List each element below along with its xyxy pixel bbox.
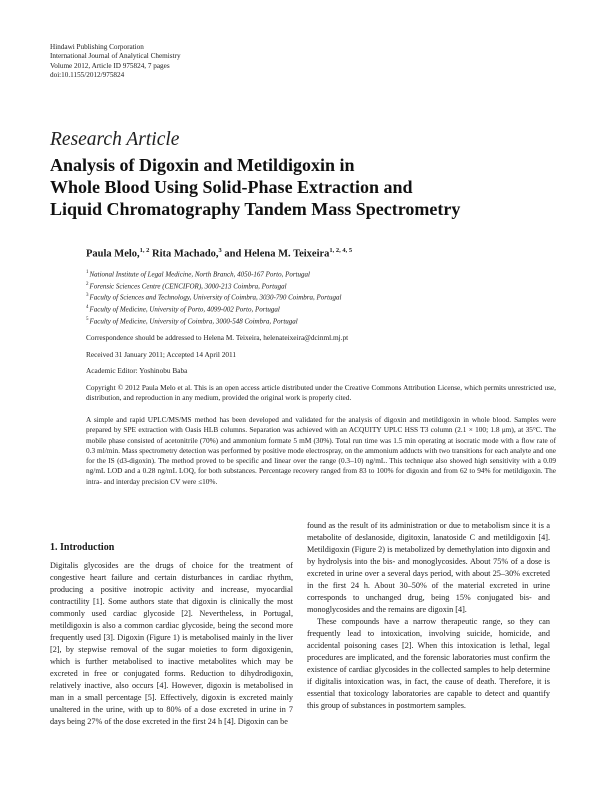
volume-info: Volume 2012, Article ID 975824, 7 pages (50, 61, 170, 70)
title-line-3: Liquid Chromatography Tandem Mass Spectrometry (50, 199, 461, 219)
affiliation (86, 315, 341, 327)
doi: doi:10.1155/2012/975824 (50, 71, 125, 80)
affiliation-number: 4 (86, 304, 89, 310)
publisher: Hindawi Publishing Corporation (50, 43, 144, 51)
affiliation-number: 2 (86, 281, 89, 287)
article-type: Research Article (50, 129, 180, 150)
author-2: Rita Machado, (149, 248, 219, 260)
affiliation-text: Faculty of Medicine, University of Porto, 4099-002 Porto, Portugal (89, 305, 280, 314)
title-line-1: Analysis of Digoxin and Metildigoxin in (50, 155, 355, 175)
abstract: A simple and rapid UPLC/MS/MS method has been developed and validated for the analysis of digoxin and metildigoxin in whole blood. Samples were prepared by SPE extraction with Oasis HLB columns. Separation was achieved with an ACQUITY UPLC HSS T3 column (2.1 × 100; 1.8 μm), at 35°C. The mobile phase consisted of acetonitrile (70%) and ammonium formate 5 mM (30%). Total run time was 1.5 min operating at isocratic mode with a flow rate of 0.3 ml/min. Mass spectrometry detection was performed by positive mode electrospray, on the ammonium adducts with two transitions for each analyte and one for the IS (d3-digoxin). The method proved to be specific and linear over the range (0.3–10) ng/mL. This technique also showed high sensitivity with a 0.09 ng/mL LOD and a 0.28 ng/mL LOQ, for both substances. Percentage recovery ranged from 83 to 100% for digoxin and from 62 to 94% for metildigoxin. The intra- and interday precision CV were ≤10%. (86, 415, 556, 486)
affiliation (86, 303, 341, 315)
author-3-affil: 1, 2, 4, 5 (329, 247, 353, 254)
paragraph: found as the result of its administration or due to metabolism since it is a metabolite of deslanoside, digitoxin, lanatoside C and metildigoxin [4]. Metildigoxin (Figure 2) is metabolized by demethylation into digoxin and by hydrolysis into the bis- and monoglycosides. About 75% of a dose is excreted in urine over a several days period, with about 25–30% excreted in the first 24 h. About 30–50% of the material excreted in urine corresponds to unchanged drug, being 15% conjugated bis- and monoglycosides and the remains are digoxin [4]. (307, 521, 550, 614)
journal-header (50, 43, 181, 81)
author-2-affil: 3 (218, 247, 222, 254)
affiliation-number: 5 (86, 316, 89, 322)
section-heading-introduction: 1. Introduction (50, 542, 115, 553)
affiliation-number: 1 (86, 270, 89, 275)
body-column-left (50, 560, 293, 728)
affiliation-number: 3 (86, 293, 89, 299)
title-line-2: Whole Blood Using Solid-Phase Extraction and (50, 177, 413, 197)
affiliation-text: Faculty of Sciences and Technology, University of Coimbra, 3030-790 Coimbra, Portugal (89, 293, 342, 302)
affiliation (86, 268, 341, 280)
affiliations (86, 268, 341, 326)
body-column-right (307, 520, 550, 712)
author-3: and Helena M. Teixeira (221, 248, 330, 260)
affiliation (86, 280, 341, 292)
affiliation-text: Faculty of Medicine, University of Coimbra, 3000-548 Coimbra, Portugal (89, 316, 298, 325)
received-date: Received 31 January 2011; Accepted 14 April 2011 (86, 350, 237, 359)
paragraph: Digitalis glycosides are the drugs of choice for the treatment of congestive heart failure and certain disturbances in cardiac rhythm, producing a positive inotropic activity and increase, myocardial contractility [1]. Some authors state that digoxin is clinically the most commonly used cardiac glycoside [2]. Nevertheless, in Portugal, metildigoxin is also a common cardiac glycoside, being the second more frequently used [3]. Digoxin (Figure 1) is metabolised mainly in the liver [2], by stepwise removal of the sugar moieties to form digoxigenin, which is further metabolised to inactive metabolites which may be excreted in free or conjugated forms. Reduction to dihydrodigoxin, relatively inactive, also occurs [4]. However, digoxin is metabolised in man in a small percentage [5]. Effectively, digoxin is excreted mainly unaltered in the urine, with up to 80% of a dose excreted in urine in 7 days being 27% of the dose excreted in the first 24 h [4]. Digoxin can be (50, 561, 293, 726)
author-list (86, 247, 352, 260)
affiliation (86, 291, 341, 303)
paper-title (50, 154, 460, 220)
affiliation-text: Forensic Sciences Centre (CENCIFOR), 3000-213 Coimbra, Portugal (89, 281, 287, 290)
author-1-affil: 1, 2 (139, 247, 150, 254)
academic-editor: Academic Editor: Yoshinobu Baba (86, 366, 188, 375)
copyright-notice: Copyright © 2012 Paula Melo et al. This is an open access article distributed under the Creative Commons Attribution License, which permits unrestricted use, distribution, and reproduction in any medium, provided the original work is properly cited. (86, 383, 556, 403)
journal-name: International Journal of Analytical Chemistry (50, 52, 181, 61)
author-1: Paula Melo, (86, 248, 140, 260)
correspondence: Correspondence should be addressed to Helena M. Teixeira, helenateixeira@dcinml.mj.pt (86, 333, 349, 342)
affiliation-text: National Institute of Legal Medicine, North Branch, 4050-167 Porto, Portugal (89, 270, 310, 279)
paragraph: These compounds have a narrow therapeutic range, so they can frequently lead to intoxication, involving suicide, homicide, and accidental poisoning cases [2]. When this intoxication is lethal, legal procedures are implicated, and the forensic laboratories must confirm the existence of cardiac glycosides in the collected samples to help determine if digitalis intoxication was, in fact, the cause of death. Therefore, it is essential that toxicology laboratories are capable to detect and quantify this group of substances in postmortem samples. (307, 617, 550, 710)
